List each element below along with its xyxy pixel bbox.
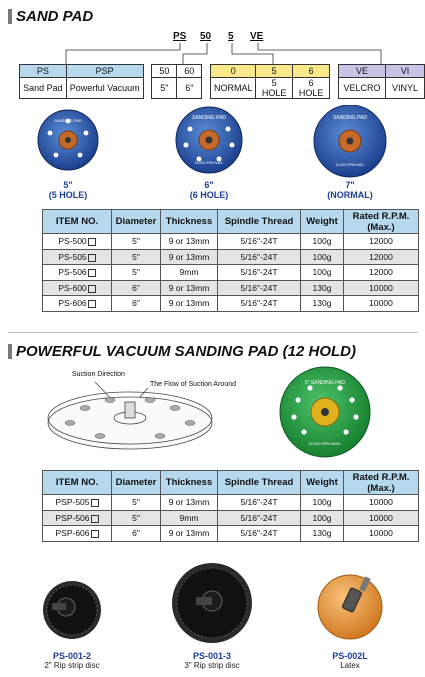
code-legend-table: PS PSP 50 60 0 5 6 VE VI Sand Pad Powerful Vacuum 5" 6" NORMAL 5 HOLE 6 HOLE VELCRO VINYL [19,64,425,99]
checkbox-icon [88,238,96,246]
svg-text:10,000 RPM MAX.: 10,000 RPM MAX. [335,163,365,167]
rip-strip-disc-3-image [172,563,252,643]
code-part-3: 5 [228,31,234,42]
pad-normal-image [314,105,386,177]
pad-caption-normal: 7" (NORMAL) [327,180,373,200]
pad-caption-5-hole: 5" (5 HOLE) [48,180,88,200]
product-caption-2in-rip-strip: PS-001-2 2" Rip strip disc [44,651,100,670]
section-title-vacuum-pad: POWERFUL VACUUM SANDING PAD (12 HOLD) [8,343,356,360]
accessory-images [0,555,425,655]
svg-text:SANDING PAD: SANDING PAD [191,115,227,121]
product-caption-3in-rip-strip: PS-001-3 3" Rip strip disc [184,651,240,670]
code-part-4: VE [250,31,264,42]
table-row: PS-600 6" 9 or 13mm 5/16"-24T 130g 10000 [43,280,419,296]
sand-pad-spec-table: ITEM NO. Diameter Thickness Spindle Thread Weight Rated R.P.M. (Max.) PS-500 5" 9 or 13mm 5/16"-24T 100g 12000 PS-505 5" 9 or 13mm 5/16"-24T 100g 12000 PS-506 5" 9mm 5/16"-24T 100g 12000 PS-600 6" 9 or 13mm 5/16"-24T 130g 10000 PS-606 6" 9 or 13mm 5/16"-24T 130g 10000 [42,209,419,312]
section-divider [8,332,418,333]
pad-caption-6-hole: 6" (6 HOLE) [189,180,229,200]
table-row: PS-500 5" 9 or 13mm 5/16"-24T 100g 12000 [43,234,419,250]
section-title-sand-pad: SAND PAD [8,8,93,25]
table-row: PSP-505 5" 9 or 13mm 5/16"-24T 100g 10000 [43,495,419,511]
latex-eraser-image [318,575,382,639]
rip-strip-disc-2-image [43,581,101,639]
diagram-label-suction-flow: The Flow of Suction Around [150,381,236,388]
table-row: PS-606 6" 9 or 13mm 5/16"-24T 130g 10000 [43,296,419,312]
table-row: PS-506 5" 9mm 5/16"-24T 100g 12000 [43,265,419,281]
checkbox-icon [88,254,96,262]
svg-text:10,000 RPM MAX.: 10,000 RPM MAX. [308,441,342,446]
table-row: PSP-606 6" 9 or 13mm 5/16"-24T 130g 10000 [43,526,419,542]
checkbox-icon [88,285,96,293]
pad-5-hole-image [38,110,98,170]
vacuum-pad-spec-table: ITEM NO. Diameter Thickness Spindle Thread Weight Rated R.P.M. (Max.) PSP-505 5" 9 or 13mm 5/16"-24T 100g 10000 PSP-506 5" 9mm 5/16"-24T 100g 10000 PSP-606 6" 9 or 13mm 5/16"-24T 130g 10000 [42,470,419,542]
svg-text:SANDING PAD: SANDING PAD [332,115,368,121]
code-connector-lines [0,0,425,70]
checkbox-icon [91,530,99,538]
svg-text:SANDING PAD: SANDING PAD [54,118,82,123]
checkbox-icon [88,269,96,277]
product-caption-latex: PS-002L Latex [332,651,368,670]
checkbox-icon [91,515,99,523]
table-row: PS-505 5" 9 or 13mm 5/16"-24T 100g 12000 [43,249,419,265]
diagram-label-suction-direction: Suction Direction [72,371,125,378]
svg-text:6" SANDING PAD: 6" SANDING PAD [304,380,346,386]
table-row: PSP-506 5" 9mm 5/16"-24T 100g 10000 [43,510,419,526]
checkbox-icon [91,499,99,507]
pad-6-hole-image [176,107,242,173]
vacuum-pad-image [270,362,380,462]
svg-text:10,000 RPM MAX.: 10,000 RPM MAX. [194,161,224,165]
code-part-1: PS [173,31,187,42]
checkbox-icon [88,300,96,308]
sanding-pad-images [0,105,425,180]
suction-diagram [40,378,230,458]
code-part-2: 50 [200,31,212,42]
